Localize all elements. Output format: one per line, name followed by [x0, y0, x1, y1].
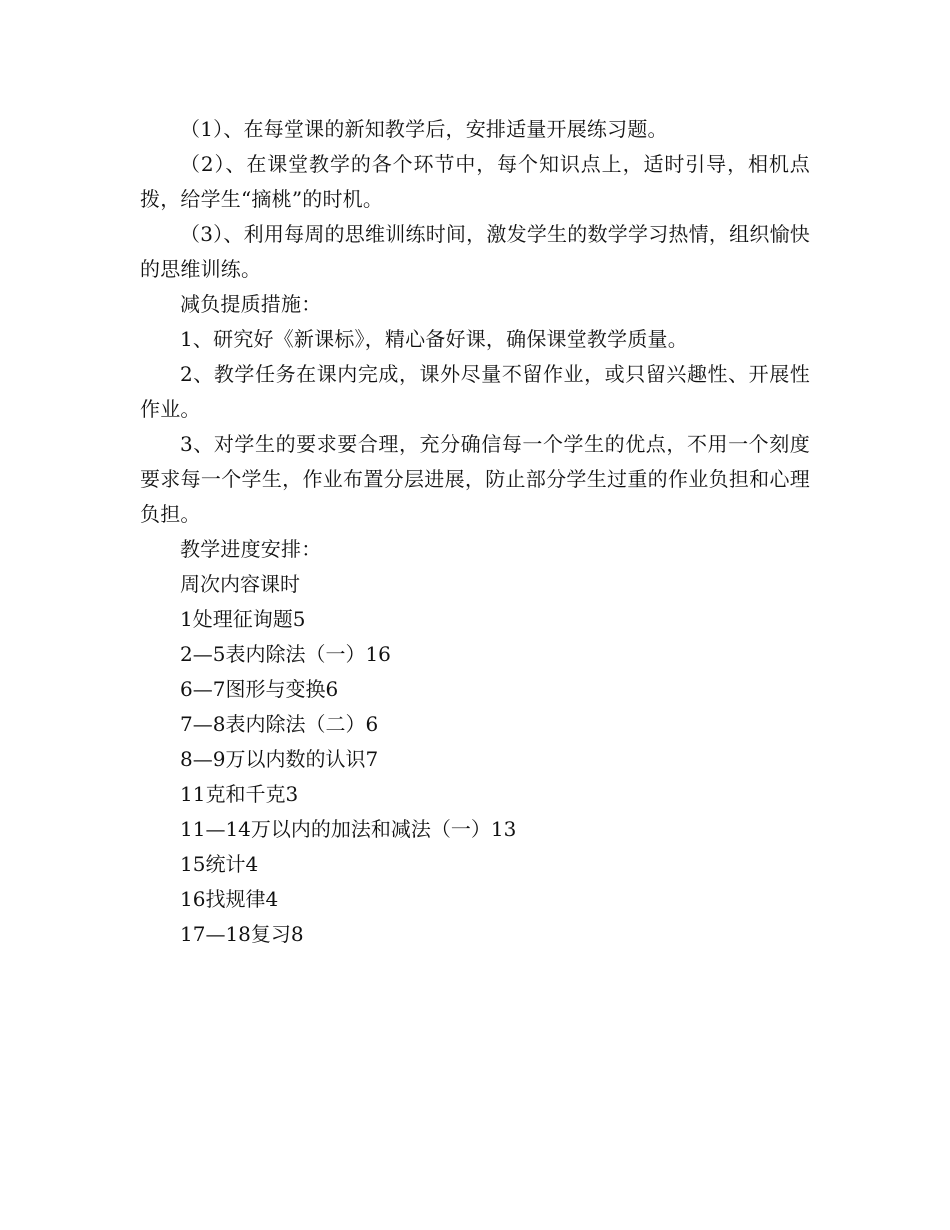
schedule-row: 16找规律4 — [180, 887, 279, 911]
paragraph-measure-2: 2、教学任务在课内完成，课外尽量不留作业，或只留兴趣性、开展性作业。 — [140, 362, 810, 421]
paragraph-practice-1: （1）、在每堂课的新知教学后，安排适量开展练习题。 — [180, 117, 668, 141]
schedule-row: 2—5表内除法（一）16 — [180, 642, 391, 666]
paragraph-practice-3: （3）、利用每周的思维训练时间，激发学生的数学学习热情，组织愉快的思维训练。 — [140, 222, 810, 281]
paragraph-measure-3: 3、对学生的要求要合理，充分确信每一个学生的优点，不用一个刻度要求每一个学生，作业布置分层进展，防止部分学生过重的作业负担和心理负担。 — [140, 432, 810, 526]
schedule-row: 1处理征询题5 — [180, 607, 306, 631]
paragraph-measure-1: 1、研究好《新课标》，精心备好课，确保课堂教学质量。 — [180, 327, 688, 351]
schedule-row: 7—8表内除法（二）6 — [180, 712, 379, 736]
schedule-row: 8—9万以内数的认识7 — [180, 747, 379, 771]
section-heading-schedule: 教学进度安排： — [180, 537, 322, 561]
paragraph-practice-2: （2）、在课堂教学的各个环节中，每个知识点上，适时引导，相机点拨，给学生“摘桃”的时机。 — [140, 152, 810, 211]
schedule-row: 15统计4 — [180, 852, 259, 876]
schedule-row: 11—14万以内的加法和减法（一）13 — [180, 817, 517, 841]
section-heading-measures: 减负提质措施： — [180, 292, 322, 316]
schedule-list — [140, 567, 810, 952]
document-body — [140, 112, 810, 952]
schedule-row: 17—18复习8 — [180, 922, 304, 946]
schedule-header: 周次内容课时 — [180, 572, 300, 596]
schedule-row: 6—7图形与变换6 — [180, 677, 339, 701]
schedule-row: 11克和千克3 — [180, 782, 299, 806]
